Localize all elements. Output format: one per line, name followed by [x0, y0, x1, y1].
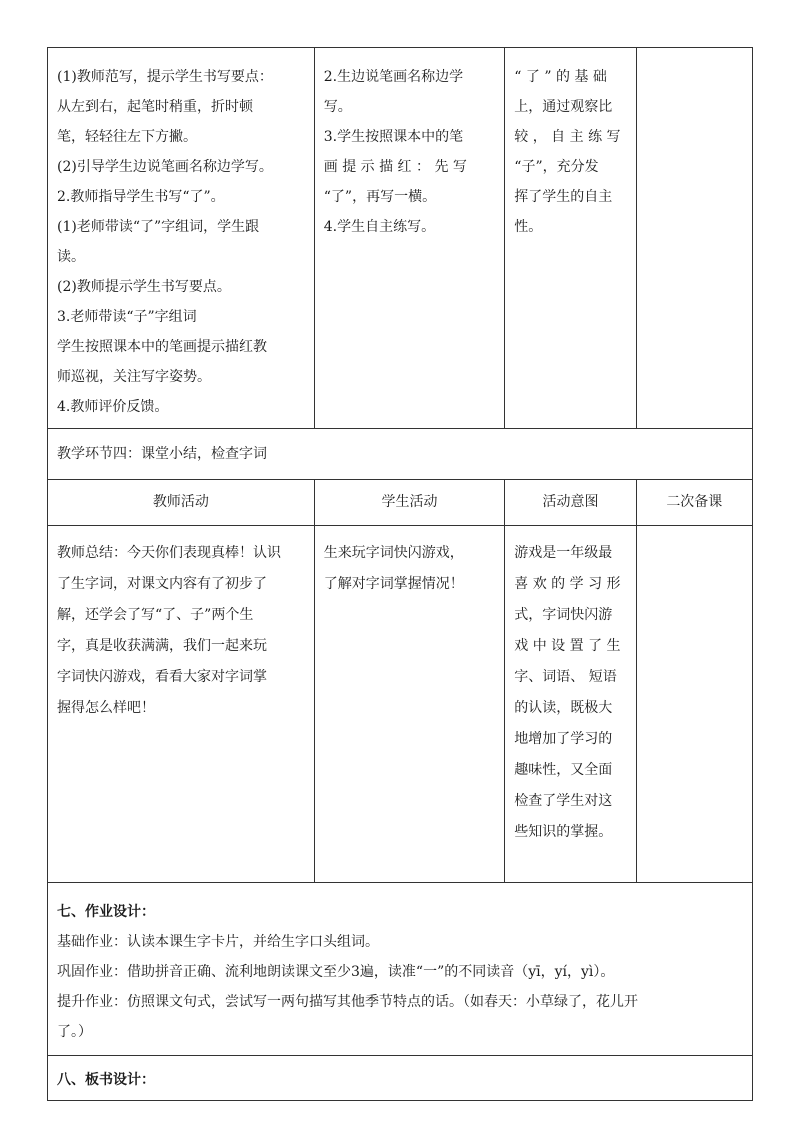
text-line: 3.老师带读“子”字组词 — [57, 309, 197, 325]
text-line: 了解对字词掌握情况！ — [323, 576, 464, 592]
text-line: 些知识的掌握。 — [514, 824, 613, 840]
header-label: 二次备课 — [666, 494, 723, 510]
second-prep-cell — [636, 48, 752, 429]
text-line: 戏 中 设 置 了 生 — [514, 638, 621, 654]
text-line: (1)老师带读“了”字组词，学生跟 — [57, 219, 260, 235]
board-design-row — [48, 1056, 753, 1101]
homework-cell — [48, 883, 753, 1056]
text-line: 式，字词快闪游 — [514, 607, 613, 623]
homework-title: 七、作业设计： — [57, 904, 155, 920]
second-prep-text — [637, 48, 752, 68]
student-activity-cell — [314, 48, 505, 429]
text-line: (2)教师提示学生书写要点。 — [57, 279, 231, 295]
section-four-cell — [48, 429, 753, 480]
text-line: 3.学生按照课本中的笔 — [323, 129, 464, 145]
homework-line: 基础作业：认读本课生字卡片，并给生字口头组词。 — [57, 934, 379, 950]
writing-guidance-row — [48, 48, 753, 429]
text-line: 上，通过观察比 — [514, 99, 613, 115]
homework-line: 提升作业：仿照课文句式，尝试写一两句描写其他季节特点的话。（如春天：小草绿了，花儿开 — [57, 994, 638, 1010]
text-line: 游戏是一年级最 — [514, 545, 613, 561]
text-line: 4.学生自主练写。 — [323, 219, 436, 235]
board-design-title: 八、板书设计： — [57, 1072, 155, 1088]
text-line: 握得怎么样吧！ — [57, 700, 155, 716]
text-line: 字，真是收获满满，我们一起来玩 — [57, 638, 267, 654]
text-line: 字词快闪游戏，看看大家对字词掌 — [57, 669, 267, 685]
text-line: 从左到右，起笔时稍重，折时顿 — [57, 99, 253, 115]
text-line: “子”，充分发 — [514, 159, 599, 175]
column-header-row — [48, 480, 753, 526]
text-line: 趣味性，又全面 — [514, 762, 613, 778]
section-four-title: 教学环节四：课堂小结，检查字词 — [57, 446, 267, 462]
header-student-activity — [314, 480, 505, 526]
student-activity-cell — [314, 526, 505, 883]
header-label: 教师活动 — [152, 494, 209, 510]
teacher-activity-cell — [48, 48, 315, 429]
board-design-cell — [48, 1056, 753, 1101]
text-line: 师巡视，关注写字姿势。 — [57, 369, 211, 385]
text-line: 笔，轻轻往左下方撇。 — [57, 129, 197, 145]
activity-intent-cell — [505, 48, 636, 429]
text-line: 4.教师评价反馈。 — [57, 399, 169, 415]
text-line: 检查了学生对这 — [514, 793, 613, 809]
text-line: 地增加了学习的 — [514, 731, 613, 747]
header-label: 活动意图 — [542, 494, 599, 510]
text-line: 喜 欢 的 学 习 形 — [514, 576, 621, 592]
text-line: (1)教师范写，提示学生书写要点： — [57, 69, 273, 85]
text-line: 挥了学生的自主 — [514, 189, 613, 205]
second-prep-cell — [636, 526, 752, 883]
header-label: 学生活动 — [381, 494, 438, 510]
teacher-activity-cell — [48, 526, 315, 883]
lesson-plan-table — [47, 47, 753, 1101]
header-activity-intent — [505, 480, 636, 526]
text-line: 字、词语、 短语 — [514, 669, 617, 685]
text-line: 画 提 示 描 红 ： 先 写 — [323, 159, 467, 175]
text-line: 了生字词，对课文内容有了初步了 — [57, 576, 267, 592]
text-line: “了”，再写一横。 — [323, 189, 437, 205]
text-line: 教师总结：今天你们表现真棒！认识 — [57, 545, 281, 561]
text-line: 2.教师指导学生书写“了”。 — [57, 189, 225, 205]
header-teacher-activity — [48, 480, 315, 526]
homework-row — [48, 883, 753, 1056]
text-line: 生来玩字词快闪游戏， — [323, 545, 464, 561]
text-line: 解，还学会了写“了、子”两个生 — [57, 607, 254, 623]
text-line: 的认读，既极大 — [514, 700, 613, 716]
text-line: 写。 — [323, 99, 352, 115]
lesson-plan-page — [47, 47, 753, 1101]
text-line: 读。 — [57, 249, 85, 265]
second-prep-text — [637, 526, 752, 544]
header-second-prep — [636, 480, 752, 526]
activity-intent-cell — [505, 526, 636, 883]
section-four-row — [48, 429, 753, 480]
homework-line: 巩固作业：借助拼音正确、流利地朗读课文至少3遍，读准“一”的不同读音（yī，yí，yì）。 — [57, 964, 615, 980]
text-line: 性。 — [514, 219, 543, 235]
homework-line: 了。） — [57, 1024, 92, 1040]
text-line: 学生按照课本中的笔画提示描红教 — [57, 339, 267, 355]
text-line: (2)引导学生边说笔画名称边学写。 — [57, 159, 273, 175]
text-line: 2.生边说笔画名称边学 — [323, 69, 464, 85]
summary-row — [48, 526, 753, 883]
text-line: 较 ， 自 主 练 写 — [514, 129, 621, 145]
text-line: “ 了 ” 的 基 础 — [514, 69, 607, 85]
